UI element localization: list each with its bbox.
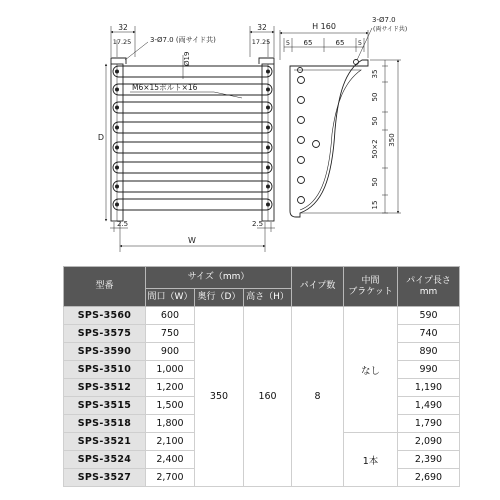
pipe-length-cell: 1,490	[398, 397, 460, 415]
width-cell: 2,400	[146, 451, 195, 469]
header-pipe-length-line1: パイプ長さ	[406, 276, 451, 287]
depth-cell: 350	[195, 307, 244, 487]
pipe-length-cell: 740	[398, 325, 460, 343]
model-cell: SPS-3510	[64, 361, 146, 379]
width-cell: 1,000	[146, 361, 195, 379]
dim-v350: 350	[388, 133, 396, 147]
dim-32-left: 32	[118, 23, 128, 32]
header-bracket	[344, 267, 398, 307]
header-pipes: パイプ数	[292, 267, 344, 307]
dim-32-right: 32	[257, 23, 267, 32]
model-cell: SPS-3590	[64, 343, 146, 361]
width-cell: 2,100	[146, 433, 195, 451]
model-cell: SPS-3515	[64, 397, 146, 415]
header-pipe-length-line2: mm	[419, 286, 438, 297]
model-cell: SPS-3560	[64, 307, 146, 325]
hole-note-side-2: (両サイド共)	[373, 26, 408, 33]
table-row	[64, 307, 460, 325]
width-cell: 750	[146, 325, 195, 343]
pipes-cell: 8	[292, 307, 344, 487]
dim-v35: 35	[371, 69, 379, 79]
pipe-length-cell: 590	[398, 307, 460, 325]
dim-65-right: 65	[335, 39, 345, 47]
header-pipe-length	[398, 267, 460, 307]
model-cell: SPS-3521	[64, 433, 146, 451]
header-height: 高さ（H）	[244, 289, 292, 307]
dim-gap-left: 2.5	[117, 220, 129, 228]
dim-v50-c: 50	[371, 177, 379, 187]
header-size: サイズ（mm）	[146, 267, 292, 289]
bracket-none-cell: なし	[344, 307, 398, 433]
pipe-rail	[113, 122, 272, 133]
spec-table	[63, 266, 460, 487]
pipe-rail	[113, 199, 272, 210]
dim-gap-right: 2.5	[252, 220, 264, 228]
header-model: 型番	[64, 267, 146, 307]
hole-note-side-1: 3-Ø7.0	[372, 16, 396, 24]
height-cell: 160	[244, 307, 292, 487]
hole-note-front: 3-Ø7.0 (両サイド共)	[150, 36, 216, 44]
dim-v50-b: 50	[371, 116, 379, 126]
pipe-length-cell: 2,690	[398, 469, 460, 487]
dim-v15: 15	[371, 200, 379, 210]
width-cell: 600	[146, 307, 195, 325]
model-cell: SPS-3524	[64, 451, 146, 469]
model-cell: SPS-3527	[64, 469, 146, 487]
width-cell: 900	[146, 343, 195, 361]
bolt-note: M6×15ボルト×16	[132, 83, 198, 92]
dim-width: W	[188, 236, 196, 245]
header-bracket-line1: 中間	[361, 276, 380, 287]
pipe-rail	[113, 66, 272, 77]
pipe-length-cell: 890	[398, 343, 460, 361]
pipe-length-cell: 2,390	[398, 451, 460, 469]
dim-height: H 160	[312, 22, 336, 31]
dim-v50x2: 50×2	[371, 139, 379, 159]
bracket-one-cell: 1本	[344, 433, 398, 487]
model-cell: SPS-3518	[64, 415, 146, 433]
header-depth: 奥行（D）	[195, 289, 244, 307]
side-view	[280, 28, 401, 217]
model-cell: SPS-3512	[64, 379, 146, 397]
dim-v50-a: 50	[371, 92, 379, 102]
width-cell: 2,700	[146, 469, 195, 487]
pipe-length-cell: 1,790	[398, 415, 460, 433]
dim-5-right: 5	[357, 39, 363, 47]
pipe-rail	[113, 102, 272, 113]
pipe-length-cell: 1,190	[398, 379, 460, 397]
pipe-length-cell: 2,090	[398, 433, 460, 451]
width-cell: 1,800	[146, 415, 195, 433]
width-cell: 1,200	[146, 379, 195, 397]
dim-1725-left: 17.25	[112, 38, 132, 46]
dim-1725-right: 17.25	[251, 38, 271, 46]
pipe-diameter: Ø19	[183, 51, 191, 66]
header-bracket-line2: ブラケット	[348, 286, 393, 297]
dim-depth: D	[97, 133, 105, 142]
pipe-rail	[113, 162, 272, 173]
model-cell: SPS-3575	[64, 325, 146, 343]
width-cell: 1,500	[146, 397, 195, 415]
header-width: 間口（W）	[146, 289, 195, 307]
dim-5-left: 5	[285, 39, 291, 47]
dim-65-left: 65	[303, 39, 313, 47]
pipe-rail	[113, 181, 272, 192]
pipe-length-cell: 990	[398, 361, 460, 379]
pipe-rail	[113, 142, 272, 153]
